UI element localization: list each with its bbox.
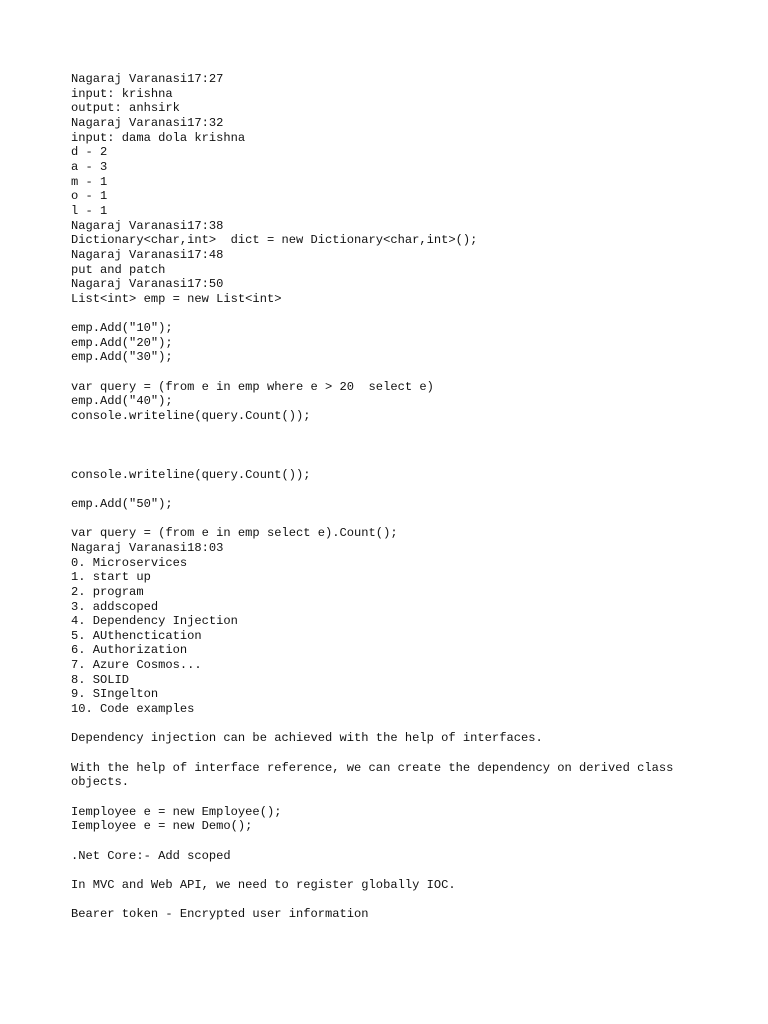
- text-line: l - 1: [71, 203, 108, 218]
- blank-line: [71, 834, 731, 849]
- text-line: input: dama dola krishna: [71, 130, 246, 145]
- text-line: 9. SIngelton: [71, 687, 159, 702]
- text-line: emp.Add("10");: [71, 321, 173, 336]
- text-line: Iemployee e = new Demo();: [71, 819, 253, 834]
- text-line: console.writeline(query.Count());: [71, 409, 311, 424]
- blank-line: [71, 512, 731, 527]
- blank-line: [71, 863, 731, 878]
- text-line: List<int> emp = new List<int>: [71, 291, 282, 306]
- text-line: put and patch: [71, 262, 166, 277]
- blank-line: [71, 746, 731, 761]
- text-line: Nagaraj Varanasi17:50: [71, 277, 224, 292]
- text-line: console.writeline(query.Count());: [71, 467, 311, 482]
- blank-line: [71, 307, 731, 322]
- text-line: 1. start up: [71, 570, 151, 585]
- text-line: With the help of interface reference, we can create the dependency on derived class objects.: [71, 760, 681, 790]
- text-line: o - 1: [71, 189, 108, 204]
- text-line: Nagaraj Varanasi18:03: [71, 540, 224, 555]
- text-line: 8. SOLID: [71, 672, 130, 687]
- text-line: 5. AUthenctication: [71, 628, 202, 643]
- text-line: emp.Add("30");: [71, 350, 173, 365]
- text-line: In MVC and Web API, we need to register globally IOC.: [71, 877, 456, 892]
- text-line: 10. Code examples: [71, 702, 195, 717]
- text-line: Bearer token - Encrypted user information: [71, 907, 369, 922]
- text-line: output: anhsirk: [71, 101, 180, 116]
- text-line: 3. addscoped: [71, 599, 159, 614]
- blank-line: [71, 717, 731, 732]
- text-line: var query = (from e in emp select e).Count();: [71, 526, 398, 541]
- document-page: [71, 72, 731, 922]
- blank-line: [71, 365, 731, 380]
- text-line: Iemployee e = new Employee();: [71, 804, 282, 819]
- text-line: Dictionary<char,int> dict = new Dictionary<char,int>();: [71, 233, 478, 248]
- text-line: emp.Add("20");: [71, 335, 173, 350]
- text-line: Nagaraj Varanasi17:32: [71, 115, 224, 130]
- blank-line: [71, 482, 731, 497]
- text-line: 6. Authorization: [71, 643, 188, 658]
- text-line: input: krishna: [71, 86, 173, 101]
- text-line: emp.Add("40");: [71, 394, 173, 409]
- text-line: m - 1: [71, 174, 108, 189]
- text-line: Dependency injection can be achieved with the help of interfaces.: [71, 731, 543, 746]
- text-line: 4. Dependency Injection: [71, 614, 238, 629]
- text-line: Nagaraj Varanasi17:38: [71, 218, 224, 233]
- text-line: .Net Core:- Add scoped: [71, 848, 231, 863]
- text-line: 0. Microservices: [71, 555, 188, 570]
- text-line: Nagaraj Varanasi17:48: [71, 247, 224, 262]
- text-line: a - 3: [71, 159, 108, 174]
- text-line: Nagaraj Varanasi17:27: [71, 72, 224, 86]
- blank-line: [71, 453, 731, 468]
- text-line: d - 2: [71, 145, 108, 160]
- text-line: 7. Azure Cosmos...: [71, 658, 202, 673]
- blank-line: [71, 438, 731, 453]
- blank-line: [71, 893, 731, 908]
- blank-line: [71, 790, 731, 805]
- text-line: var query = (from e in emp where e > 20 select e): [71, 379, 434, 394]
- text-line: emp.Add("50");: [71, 496, 173, 511]
- blank-line: [71, 424, 731, 439]
- text-line: 2. program: [71, 584, 144, 599]
